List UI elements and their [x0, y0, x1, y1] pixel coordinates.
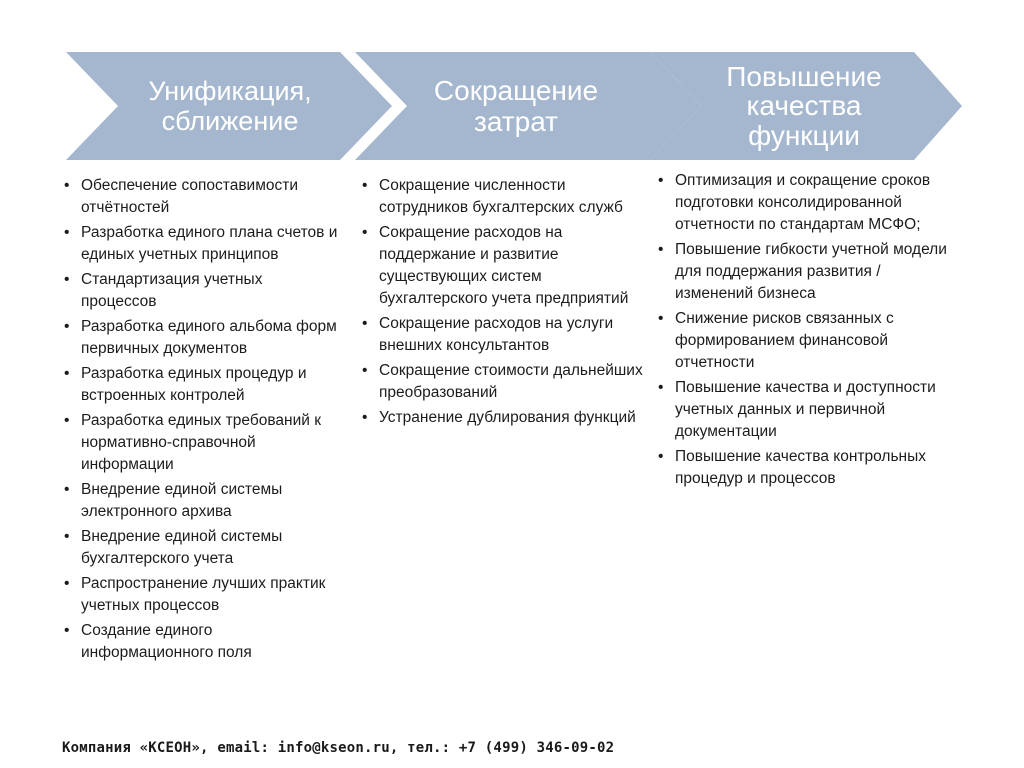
- list-item: [656, 239, 956, 305]
- column-quality: [656, 170, 956, 493]
- bullet-icon: •: [658, 310, 664, 327]
- bullet-icon: •: [658, 241, 664, 258]
- list-item: [62, 269, 342, 313]
- list-item-text: Сокращение стоимости дальнейших преобразований: [379, 362, 643, 401]
- list-item: [360, 175, 650, 219]
- bullet-icon: •: [64, 318, 70, 335]
- footer-contact: Компания «КСЕОН», email: info@kseon.ru, тел.: +7 (499) 346-09-02: [62, 740, 615, 756]
- list-item: [360, 222, 650, 310]
- list-item-text: Обеспечение сопоставимости отчётностей: [81, 177, 298, 216]
- column-cost-reduction: [360, 175, 650, 432]
- list-item-text: Разработка единых процедур и встроенных контролей: [81, 365, 307, 404]
- list-item: [360, 313, 650, 357]
- list-item: [656, 377, 956, 443]
- list-item: [656, 308, 956, 374]
- list-item: [62, 526, 342, 570]
- bullet-icon: •: [64, 177, 70, 194]
- list-item-text: Внедрение единой системы электронного архива: [81, 481, 283, 520]
- list-item-text: Разработка единого плана счетов и единых учетных принципов: [81, 224, 338, 263]
- list-item-text: Снижение рисков связанных с формированием финансовой отчетности: [675, 310, 894, 371]
- list-item-text: Разработка единых требований к нормативно-справочной информации: [81, 412, 321, 473]
- list-item: [62, 479, 342, 523]
- list-item-text: Сокращение расходов на поддержание и развитие существующих систем бухгалтерского учета предприятий: [379, 224, 629, 307]
- list-item: [656, 446, 956, 490]
- list-quality: [656, 170, 956, 490]
- chevron-title-cost-reduction: Сокращение затрат: [433, 74, 599, 137]
- bullet-icon: •: [64, 481, 70, 498]
- bullet-icon: •: [362, 409, 368, 426]
- list-item-text: Стандартизация учетных процессов: [81, 271, 263, 310]
- list-item-text: Сокращение расходов на услуги внешних консультантов: [379, 315, 614, 354]
- list-item-text: Создание единого информационного поля: [81, 622, 252, 661]
- chevron-title-unification: Унификация, сближение: [148, 75, 312, 136]
- bullet-icon: •: [64, 271, 70, 288]
- column-unification: [62, 175, 342, 667]
- chevron-title-quality: Повышение качества функции: [726, 60, 882, 151]
- list-item: [62, 573, 342, 617]
- bullet-icon: •: [64, 412, 70, 429]
- bullet-icon: •: [658, 448, 664, 465]
- list-item: [62, 316, 342, 360]
- bullet-icon: •: [362, 177, 368, 194]
- bullet-icon: •: [658, 379, 664, 396]
- list-item-text: Разработка единого альбома форм первичных документов: [81, 318, 337, 357]
- list-item: [62, 175, 342, 219]
- list-item-text: Устранение дублирования функций: [379, 409, 636, 426]
- list-item: [62, 620, 342, 664]
- list-item: [62, 410, 342, 476]
- list-item-text: Повышение качества и доступности учетных данных и первичной документации: [675, 379, 936, 440]
- list-item: [62, 363, 342, 407]
- bullet-icon: •: [362, 315, 368, 332]
- bullet-icon: •: [64, 365, 70, 382]
- bullet-icon: •: [658, 172, 664, 189]
- bullet-icon: •: [64, 622, 70, 639]
- list-cost-reduction: [360, 175, 650, 429]
- list-item: [62, 222, 342, 266]
- bullet-icon: •: [362, 224, 368, 241]
- list-item-text: Повышение качества контрольных процедур и процессов: [675, 448, 926, 487]
- list-item-text: Сокращение численности сотрудников бухгалтерских служб: [379, 177, 623, 216]
- list-item: [360, 407, 650, 429]
- bullet-icon: •: [64, 224, 70, 241]
- list-item-text: Распространение лучших практик учетных процессов: [81, 575, 326, 614]
- list-item-text: Внедрение единой системы бухгалтерского учета: [81, 528, 283, 567]
- list-item: [360, 360, 650, 404]
- bullet-icon: •: [64, 528, 70, 545]
- list-item-text: Оптимизация и сокращение сроков подготовки консолидированной отчетности по стандартам МСФО;: [675, 172, 931, 233]
- list-unification: [62, 175, 342, 664]
- bullet-icon: •: [362, 362, 368, 379]
- bullet-icon: •: [64, 575, 70, 592]
- list-item: [656, 170, 956, 236]
- list-item-text: Повышение гибкости учетной модели для поддержания развития / изменений бизнеса: [675, 241, 947, 302]
